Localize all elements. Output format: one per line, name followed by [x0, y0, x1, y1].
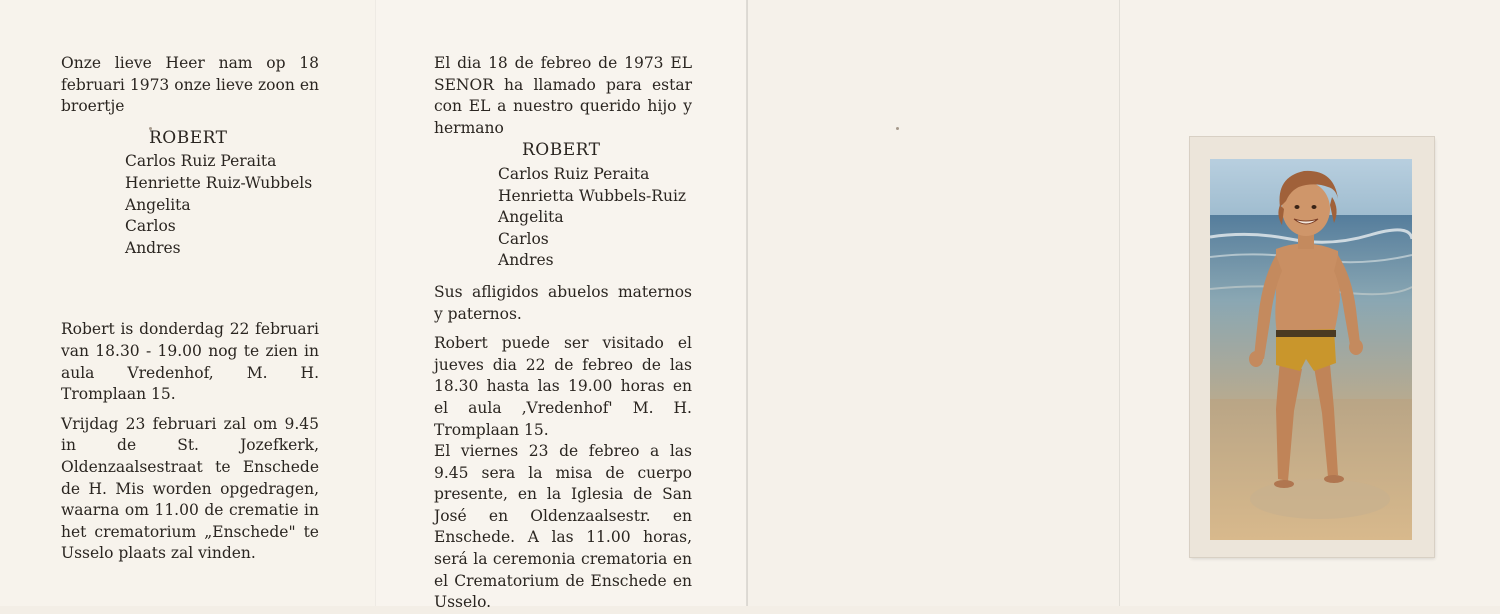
- family-member: Henriette Ruiz-Wubbels: [125, 173, 313, 192]
- beach-photo: [1210, 159, 1412, 540]
- fold-line: [1119, 0, 1120, 606]
- dutch-mass: Vrijdag 23 februari zal om 9.45 in de St. Jozefkerk, Oldenzaalsestraat te Enschede de H. Mis worden opgedragen, waarna om 11.00 de crematie in het crematorium „Enschede" te Usselo plaats zal vinden.: [61, 414, 319, 563]
- photo-puddle: [1250, 479, 1390, 519]
- dutch-name: ROBERT: [149, 127, 228, 148]
- fold-line: [375, 0, 376, 606]
- paper-speck: [896, 127, 899, 130]
- photo-sand: [1210, 399, 1412, 540]
- fold-line: [746, 0, 748, 606]
- family-member: Angelita: [498, 208, 564, 227]
- family-member: Henrietta Wubbels-Ruiz: [498, 186, 687, 205]
- spanish-intro: El dia 18 de febreo de 1973 EL SENOR ha llamado para estar con EL a nuestro querido hijo y hermano: [434, 54, 692, 137]
- family-member: Carlos: [498, 229, 549, 248]
- family-member: Andres: [125, 238, 181, 257]
- spanish-family-list: [498, 164, 692, 272]
- family-member: Carlos Ruiz Peraita: [125, 152, 277, 171]
- dutch-intro: Onze lieve Heer nam op 18 februari 1973 onze lieve zoon en broertje: [61, 54, 319, 116]
- spanish-name: ROBERT: [522, 140, 601, 161]
- spanish-mass: El viernes 23 de febreo a las 9.45 sera la misa de cuerpo presente, en la Iglesia de San José en Oldenzaalsestr. en Enschede. A las 11.00 horas, será la ceremonia crematoria en el Crematorium de Enschede en Usselo.: [434, 442, 692, 612]
- family-member: Andres: [498, 251, 554, 270]
- family-member: Carlos: [125, 217, 176, 236]
- spanish-text: [434, 53, 692, 614]
- family-member: Carlos Ruiz Peraita: [498, 164, 650, 183]
- dutch-family-list: [125, 151, 319, 259]
- spanish-grandparents: Sus afligidos abuelos maternos y paternos.: [434, 282, 692, 323]
- panel-blank: [747, 0, 1120, 606]
- family-member: Angelita: [125, 195, 191, 214]
- dutch-visit: Robert is donderdag 22 februari van 18.30 - 19.00 nog te zien in aula Vredenhof, M. H. Tromplaan 15.: [61, 320, 319, 404]
- dutch-text: [61, 53, 319, 565]
- spanish-visit: Robert puede ser visitado el jueves dia 22 de febreo de las 18.30 hasta las 19.00 horas en el aula ‚Vredenhof' M. H. Tromplaan 15.: [434, 334, 692, 439]
